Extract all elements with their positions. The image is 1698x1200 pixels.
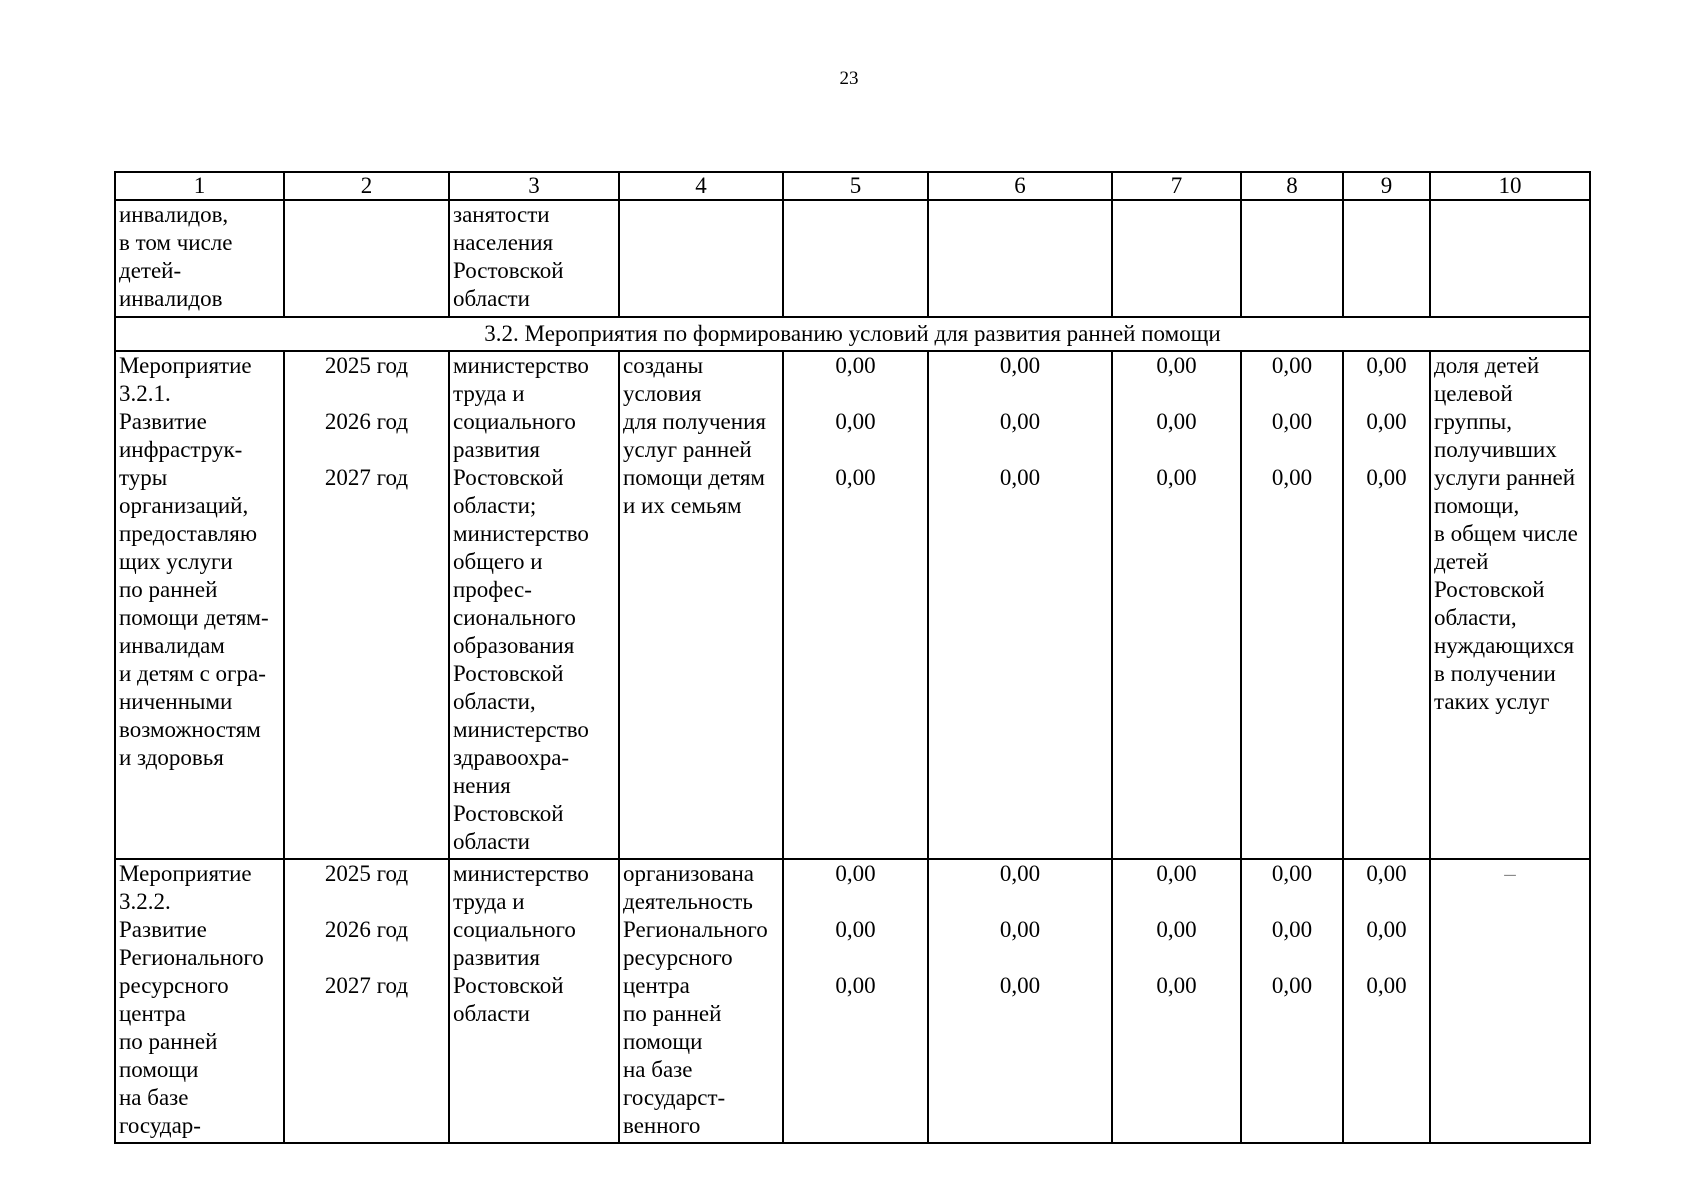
column-header: 9 (1343, 172, 1430, 200)
column-header: 6 (928, 172, 1112, 200)
text-line: детей (1434, 549, 1489, 574)
text-line: сионального (453, 605, 576, 630)
text-line: помощи детям (623, 465, 765, 490)
column-header: 2 (284, 172, 449, 200)
text-line: 0,00 (1156, 409, 1197, 434)
text-line: инвалидам (119, 633, 225, 658)
text-line: 0,00 (835, 973, 876, 998)
empty-cell (1112, 200, 1241, 317)
table-row (115, 859, 1590, 1143)
text-line: на базе (623, 1057, 693, 1082)
column-number-header-row (115, 172, 1590, 200)
text-line: инвалидов, (119, 202, 229, 227)
text-line: 0,00 (835, 861, 876, 886)
activities-table (114, 171, 1591, 1144)
value-cell-col7 (1112, 859, 1241, 1143)
text-line: 0,00 (1271, 861, 1313, 886)
text-line: 0,00 (1271, 917, 1313, 942)
text-line: Ростовской (453, 661, 564, 686)
result-cell (619, 859, 783, 1143)
text-line: Ростовской (453, 258, 564, 283)
text-line: 0,00 (1156, 861, 1197, 886)
empty-cell (928, 200, 1112, 317)
text-line: 0,00 (1156, 917, 1197, 942)
text-line: образования (453, 633, 575, 658)
text-line: 0,00 (1366, 917, 1407, 942)
text-line: 3.2.2. (119, 889, 171, 914)
text-line: предоставляю (119, 521, 258, 546)
text-line: инвалидов (119, 286, 223, 311)
text-line: в получении (1434, 661, 1556, 686)
text-line: венного (623, 1113, 701, 1138)
text-line: 2027 год (324, 465, 409, 490)
text-line: организована (623, 861, 754, 886)
text-line: Регионального (119, 945, 264, 970)
empty-cell (1241, 200, 1343, 317)
text-line: созданы (623, 353, 704, 378)
empty-cell (619, 200, 783, 317)
text-line: услуги ранней (1434, 465, 1576, 490)
text-line: доля детей (1434, 353, 1540, 378)
text-line: условия (623, 381, 702, 406)
text-line: Ростовской (453, 801, 564, 826)
text-line: 0,00 (1271, 409, 1313, 434)
text-line: области (453, 1001, 530, 1026)
text-line: социального (453, 917, 576, 942)
text-line: ресурсного (623, 945, 733, 970)
text-line: 0,00 (835, 409, 876, 434)
value-cell-col9 (1343, 351, 1430, 859)
text-line: организаций, (119, 493, 249, 518)
text-line: нуждающихся (1434, 633, 1575, 658)
empty-cell (1343, 200, 1430, 317)
text-line: и детям с огра- (119, 661, 266, 686)
text-line: 0,00 (999, 973, 1041, 998)
text-line: 2027 год (324, 973, 409, 998)
table-row (115, 351, 1590, 859)
text-line: целевой (1434, 381, 1513, 406)
indicator-cell (1430, 351, 1590, 859)
text-line: 0,00 (1366, 409, 1407, 434)
text-line: помощи (119, 1057, 199, 1082)
text-line: помощи, (1434, 493, 1520, 518)
text-line: 0,00 (835, 353, 876, 378)
text-line: ниченными (119, 689, 233, 714)
text-line: группы, (1434, 409, 1512, 434)
column-header: 8 (1241, 172, 1343, 200)
result-cell (619, 351, 783, 859)
text-line: центра (623, 973, 690, 998)
text-line: нения (453, 773, 511, 798)
text-line: туры (119, 465, 168, 490)
text-line: 0,00 (999, 409, 1041, 434)
indicator-dash: – (1430, 859, 1590, 1143)
text-line: 0,00 (1366, 465, 1407, 490)
years-cell (284, 859, 449, 1143)
text-line: министерство (453, 717, 589, 742)
text-line: по ранней (623, 1001, 722, 1026)
text-line: социального (453, 409, 576, 434)
text-line: Мероприятие (119, 353, 252, 378)
text-line: 0,00 (1366, 973, 1407, 998)
text-line: 0,00 (835, 917, 876, 942)
text-line: Мероприятие (119, 861, 252, 886)
text-line: щих услуги (119, 549, 233, 574)
text-line: 2026 год (324, 409, 409, 434)
text-line: по ранней (119, 1029, 218, 1054)
section-row (115, 317, 1590, 351)
text-line: министерство (453, 353, 589, 378)
text-line: 0,00 (1366, 353, 1407, 378)
text-line: труда и (453, 381, 525, 406)
activity-name (115, 859, 284, 1143)
text-line: развития (453, 945, 540, 970)
text-line: детей- (119, 258, 182, 283)
text-line: министерство (453, 521, 589, 546)
empty-cell (1430, 200, 1590, 317)
page-number: 23 (839, 68, 859, 89)
text-line: профес- (453, 577, 532, 602)
text-line: области, (453, 689, 536, 714)
value-cell-col6 (928, 351, 1112, 859)
value-cell-col9 (1343, 859, 1430, 1143)
activity-name (115, 351, 284, 859)
continuation-row (115, 200, 1590, 317)
column-header: 10 (1430, 172, 1590, 200)
text-line: 0,00 (999, 917, 1041, 942)
value-cell-col7 (1112, 351, 1241, 859)
text-line: 0,00 (999, 465, 1041, 490)
text-line: в том числе (119, 230, 233, 255)
text-line: получивших (1434, 437, 1557, 462)
value-cell-col5 (783, 351, 928, 859)
text-line: Регионального (623, 917, 768, 942)
text-line: по ранней (119, 577, 218, 602)
column-header: 3 (449, 172, 619, 200)
text-line: Развитие (119, 917, 207, 942)
text-line: и их семьям (623, 493, 742, 518)
empty-cell (783, 200, 928, 317)
text-line: таких услуг (1434, 689, 1550, 714)
text-line: деятельность (623, 889, 753, 914)
section-title: 3.2. Мероприятия по формированию условий для развития ранней помощи (115, 317, 1590, 351)
text-line: развития (453, 437, 540, 462)
empty-cell (284, 200, 449, 317)
text-line: населения (453, 230, 554, 255)
text-line: 0,00 (999, 353, 1041, 378)
text-line: Развитие (119, 409, 207, 434)
column-header: 1 (115, 172, 284, 200)
text-line: 2025 год (324, 353, 409, 378)
text-line: ресурсного (119, 973, 229, 998)
text-line: инфраструк- (119, 437, 243, 462)
text-line: 3.2.1. (119, 381, 171, 406)
text-line: 2026 год (324, 917, 409, 942)
executor-cell (449, 351, 619, 859)
value-cell-col8 (1241, 859, 1343, 1143)
text-line: здравоохра- (453, 745, 570, 770)
text-line: и здоровья (119, 745, 224, 770)
text-line: труда и (453, 889, 525, 914)
text-line: министерство (453, 861, 589, 886)
text-line: центра (119, 1001, 186, 1026)
executor-cell (449, 859, 619, 1143)
text-line: 0,00 (1156, 465, 1197, 490)
text-line: Ростовской (453, 465, 564, 490)
continuation-col3 (449, 200, 619, 317)
text-line: 0,00 (835, 465, 876, 490)
text-line: 0,00 (1271, 353, 1313, 378)
text-line: на базе (119, 1085, 189, 1110)
text-line: государст- (623, 1085, 726, 1110)
text-line: 0,00 (1366, 861, 1407, 886)
text-line: помощи детям- (119, 605, 269, 630)
text-line: области; (453, 493, 537, 518)
column-header: 4 (619, 172, 783, 200)
continuation-col1 (115, 200, 284, 317)
text-line: 0,00 (1271, 465, 1313, 490)
text-line: 0,00 (1156, 973, 1197, 998)
value-cell-col5 (783, 859, 928, 1143)
text-line: области (453, 829, 530, 854)
text-line: в общем числе (1434, 521, 1578, 546)
text-line: 2025 год (324, 861, 409, 886)
text-line: 0,00 (1271, 973, 1313, 998)
text-line: области (453, 286, 530, 311)
value-cell-col6 (928, 859, 1112, 1143)
text-line: занятости (453, 202, 550, 227)
text-line: общего и (453, 549, 543, 574)
text-line: 0,00 (1156, 353, 1197, 378)
text-line: помощи (623, 1029, 703, 1054)
column-header: 5 (783, 172, 928, 200)
column-header: 7 (1112, 172, 1241, 200)
text-line: Ростовской (453, 973, 564, 998)
text-line: государ- (119, 1113, 201, 1138)
value-cell-col8 (1241, 351, 1343, 859)
text-line: для получения (623, 409, 766, 434)
text-line: Ростовской (1434, 577, 1545, 602)
text-line: 0,00 (999, 861, 1041, 886)
years-cell (284, 351, 449, 859)
text-line: возможностям (119, 717, 261, 742)
text-line: услуг ранней (623, 437, 752, 462)
text-line: области, (1434, 605, 1517, 630)
